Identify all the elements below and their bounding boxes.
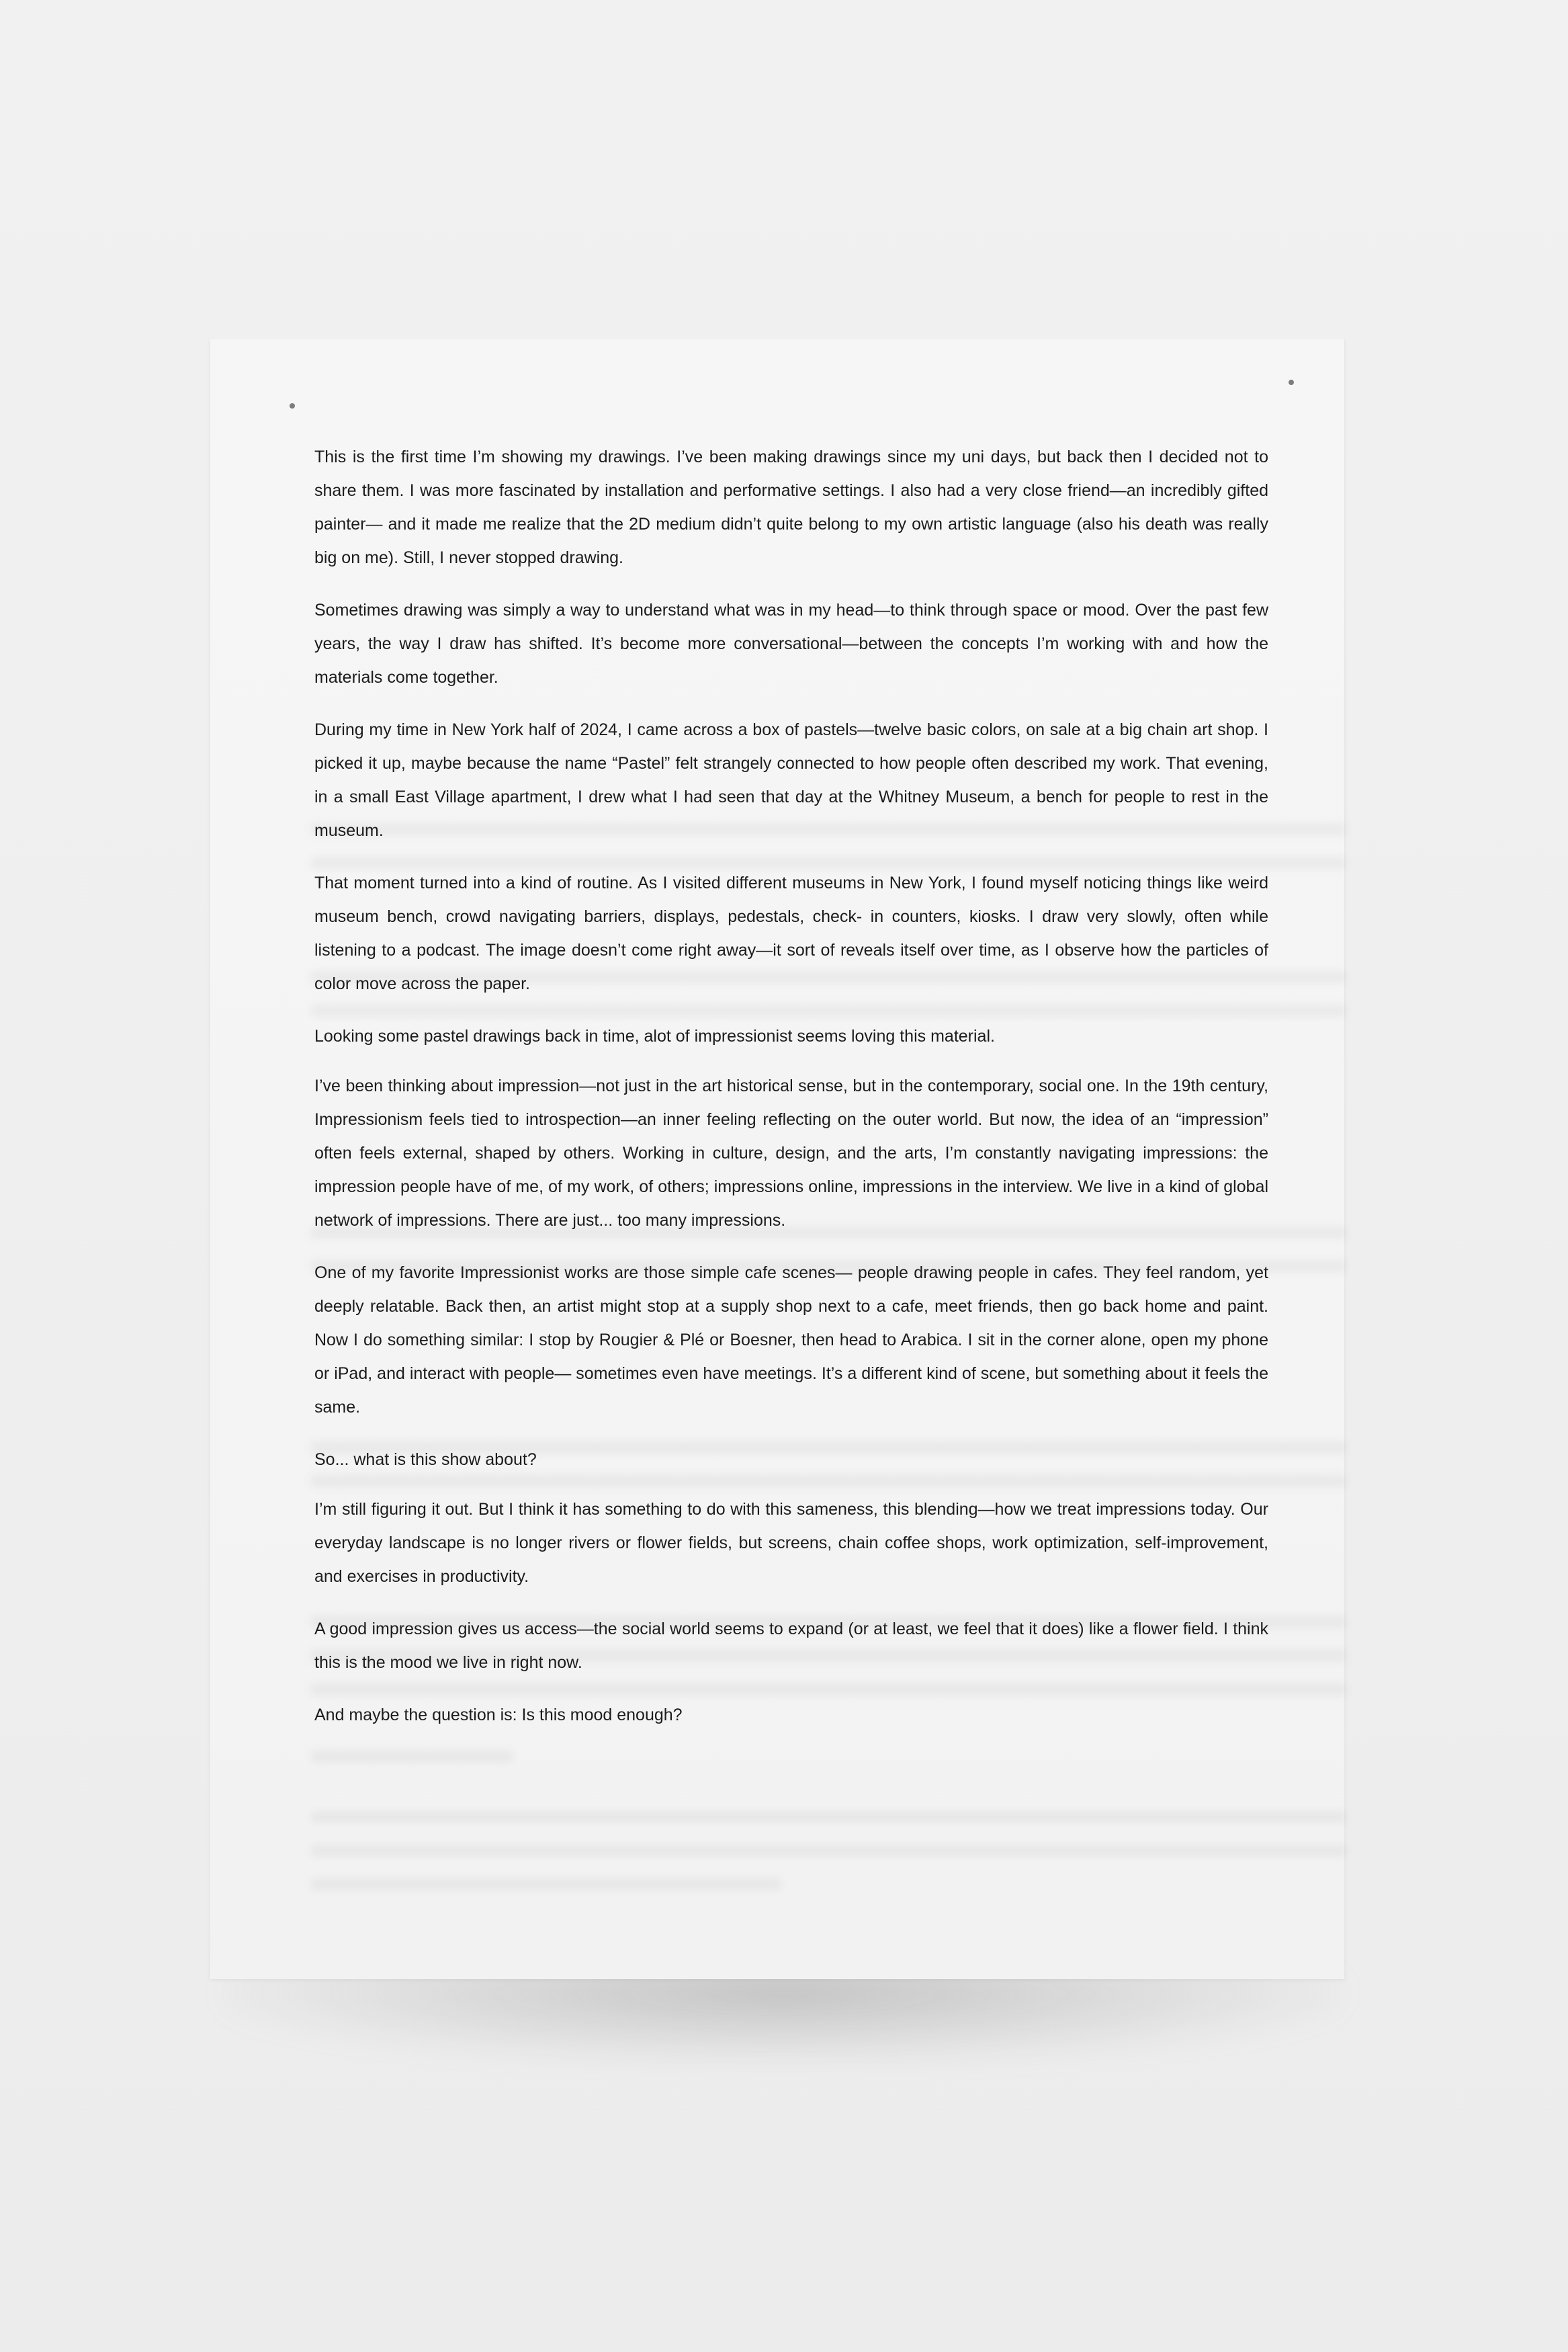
paper-sheet (210, 339, 1345, 1979)
paragraph: I’m still figuring it out. But I think it has something to do with this sameness, this blending—how we treat impressions today. Our everyday landscape is no longer rivers or flower fields, but screens, chain coffee shops, work optimization, self-improvement, and exercises in productivity. (314, 1500, 1268, 1586)
paragraph: One of my favorite Impressionist works are those simple cafe scenes— people drawing people in cafes. They feel random, yet deeply relatable. Back then, an artist might stop at a supply shop next to a cafe, meet friends, then go back home and paint. Now I do something similar: I stop by Rougier & Plé or Boesner, then head to Arabica. I sit in the corner alone, open my phone or iPad, and interact with people— sometimes even have meetings. It’s a different kind of scene, but something about it feels the same. (314, 1263, 1268, 1417)
paragraph: And maybe the question is: Is this mood enough? (314, 1706, 683, 1724)
paragraph: Looking some pastel drawings back in time, alot of impressionist seems loving this material. (314, 1027, 995, 1046)
paragraph: Sometimes drawing was simply a way to understand what was in my head—to think through space or mood. Over the past few years, the way I draw has shifted. It’s become more conversational—between the concepts I’m working with and how the materials come together. (314, 601, 1268, 687)
show-through (311, 1751, 513, 1763)
show-through (311, 1845, 1346, 1857)
show-through (311, 1811, 1346, 1823)
paragraph: A good impression gives us access—the social world seems to expand (or at least, we feel that it does) like a flower field. I think this is the mood we live in right now. (314, 1620, 1268, 1672)
pin-right (1289, 380, 1294, 385)
statement-text (314, 440, 1268, 1751)
paragraph: This is the first time I’m showing my drawings. I’ve been making drawings since my uni days, but back then I decided not to share them. I was more fascinated by installation and performative settings. I also had a very close friend—an incredibly gifted painter— and it made me realize that the 2D medium didn’t quite belong to my own artistic language (also his death was really big on me). Still, I never stopped drawing. (314, 448, 1268, 567)
show-through (311, 1878, 781, 1890)
paragraph: That moment turned into a kind of routine. As I visited different museums in New York, I found myself noticing things like weird museum bench, crowd navigating barriers, displays, pedestals, check- in counters, kiosks. I draw very slowly, often while listening to a podcast. The image doesn’t come right away—it sort of reveals itself over time, as I observe how the particles of color move across the paper. (314, 874, 1268, 993)
pin-left (290, 403, 295, 409)
paragraph: I’ve been thinking about impression—not just in the art historical sense, but in the contemporary, social one. In the 19th century, Impressionism feels tied to introspection—an inner feeling reflecting on the outer world. But now, the idea of an “impression” often feels external, shaped by others. Working in culture, design, and the arts, I’m constantly navigating impressions: the impression people have of me, of my work, of others; impressions online, impressions in the interview. We live in a kind of global network of impressions. There are just... too many impressions. (314, 1077, 1268, 1230)
paragraph: During my time in New York half of 2024, I came across a box of pastels—twelve basic colors, on sale at a big chain art shop. I picked it up, maybe because the name “Pastel” felt strangely connected to how people often described my work. That evening, in a small East Village apartment, I drew what I had seen that day at the Whitney Museum, a bench for people to rest in the museum. (314, 720, 1268, 840)
paragraph: So... what is this show about? (314, 1450, 537, 1469)
